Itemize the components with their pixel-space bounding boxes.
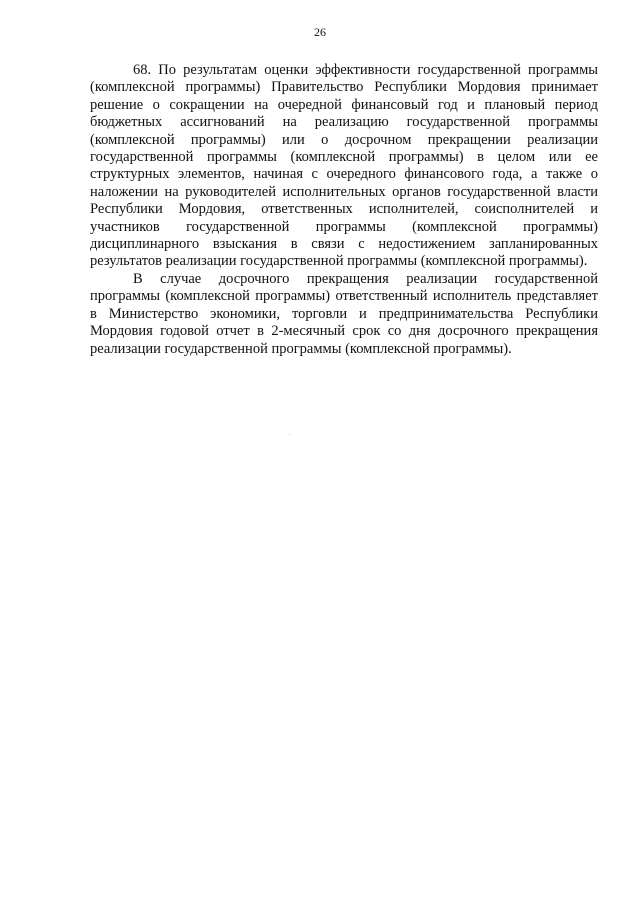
page-number: 26 [314, 25, 326, 39]
paragraph-68: 68. По результатам оценки эффективности государственной программы (комплексной программы) Правительство Республики Мордовия принимает решение о сокращении на очередной финансовый год и плановый период бюджетных ассигнований на реализацию государственной программы (комплексной программы) или о досрочном прекращении реализации государственной программы (комплексной программы) в целом или ее структурных элементов, начиная с очередного финансового года, а также о наложении на руководителей исполнительных органов государственной власти Республики Мордовия, ответственных исполнителей, соисполнителей и участников государственной программы (комплексной программы) дисциплинарного взыскания в связи с недостижением запланированных результатов реализации государственной программы (комплексной программы). [90, 62, 598, 270]
document-body [90, 62, 598, 358]
scan-speck [289, 434, 290, 435]
paragraph-early-termination: В случае досрочного прекращения реализации государственной программы (комплексной программы) ответственный исполнитель представляет в Министерство экономики, торговли и предпринимательства Республики Мордовия годовой отчет в 2-месячный срок со дня досрочного прекращения реализации государственной программы (комплексной программы). [90, 270, 598, 357]
